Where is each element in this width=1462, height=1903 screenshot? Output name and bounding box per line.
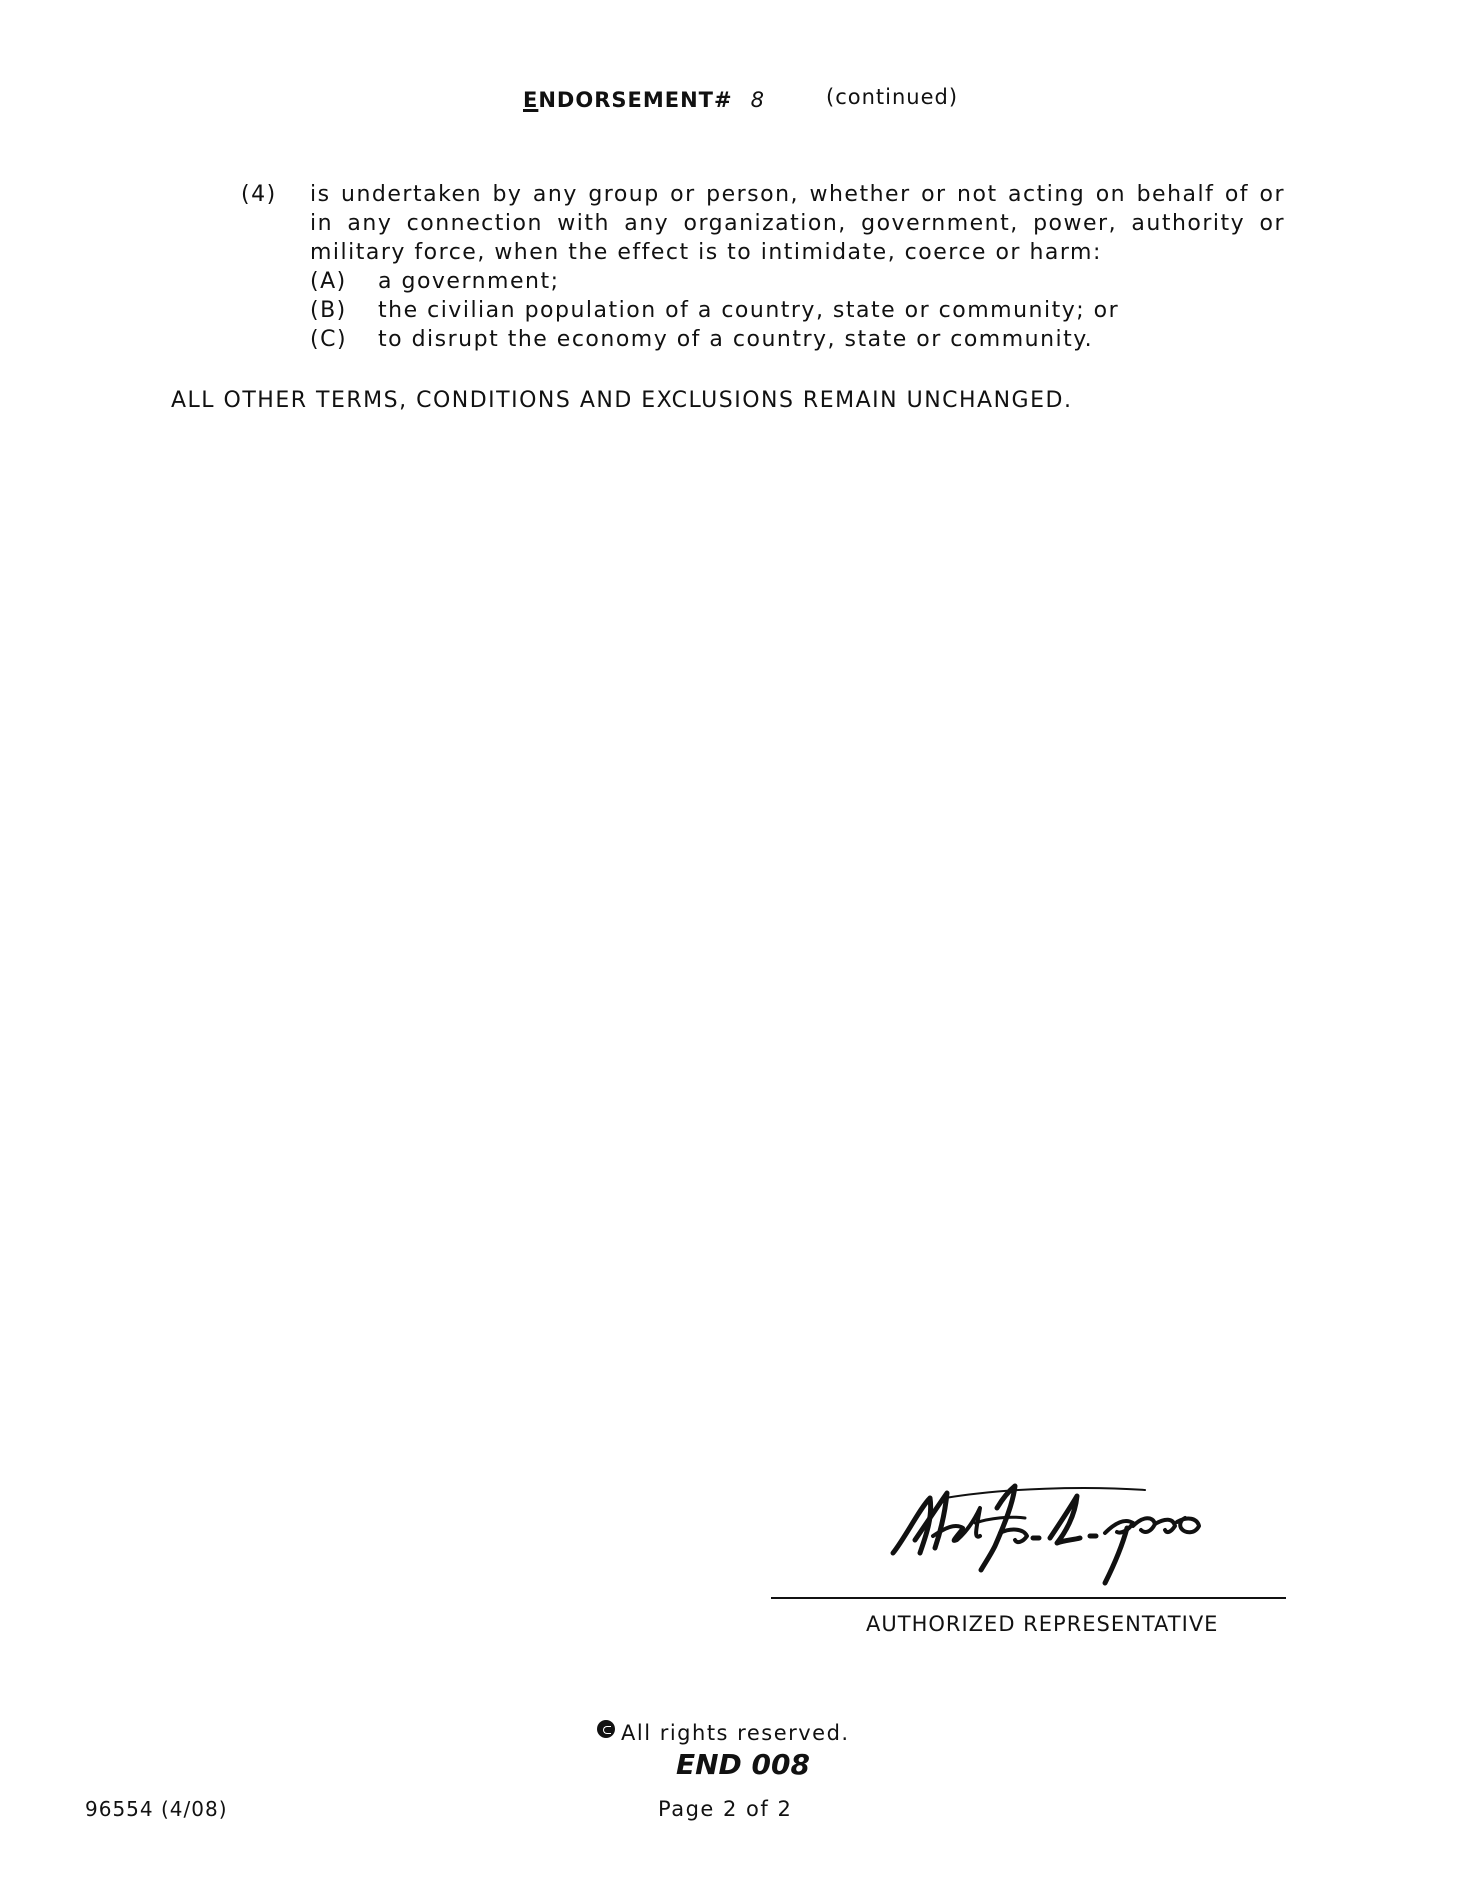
signature-label: AUTHORIZED REPRESENTATIVE bbox=[866, 1612, 1219, 1636]
subitem-letter: (B) bbox=[310, 298, 347, 323]
clause-number: (4) bbox=[241, 182, 277, 207]
handwritten-signature bbox=[885, 1478, 1220, 1598]
endorsement-number: 8 bbox=[750, 88, 764, 112]
endorsement-title-rest: NDORSEMENT# bbox=[538, 88, 733, 112]
subitem-letter: (A) bbox=[310, 269, 347, 294]
closing-statement: ALL OTHER TERMS, CONDITIONS AND EXCLUSIONS REMAIN UNCHANGED. bbox=[171, 388, 1073, 413]
subitem-b bbox=[310, 296, 1119, 325]
rights-text: All rights reserved. bbox=[621, 1721, 850, 1745]
copyright-icon bbox=[597, 1720, 615, 1738]
subitem-a bbox=[310, 267, 560, 296]
clause-text: is undertaken by any group or person, whether or not acting on behalf of or in any connection with any organization, government, power, authority or military force, when the effect is to intimidate, coerce or harm: bbox=[310, 182, 1285, 265]
endorsement-title bbox=[523, 88, 733, 112]
subitem-c bbox=[310, 325, 1093, 354]
continued-label: (continued) bbox=[826, 85, 959, 109]
subitem-text: to disrupt the economy of a country, state or community. bbox=[378, 327, 1094, 352]
endorsement-header bbox=[523, 85, 959, 112]
form-number: 96554 (4/08) bbox=[85, 1797, 228, 1821]
endorsement-title-first-letter: E bbox=[523, 88, 539, 112]
subitem-text: a government; bbox=[378, 269, 560, 294]
signature-line bbox=[771, 1597, 1286, 1599]
page-number: Page 2 of 2 bbox=[658, 1797, 793, 1821]
copyright-notice bbox=[597, 1720, 850, 1745]
form-code: END 008 bbox=[676, 1748, 810, 1781]
subitem-text: the civilian population of a country, state or community; or bbox=[378, 298, 1120, 323]
subitem-letter: (C) bbox=[310, 327, 348, 352]
